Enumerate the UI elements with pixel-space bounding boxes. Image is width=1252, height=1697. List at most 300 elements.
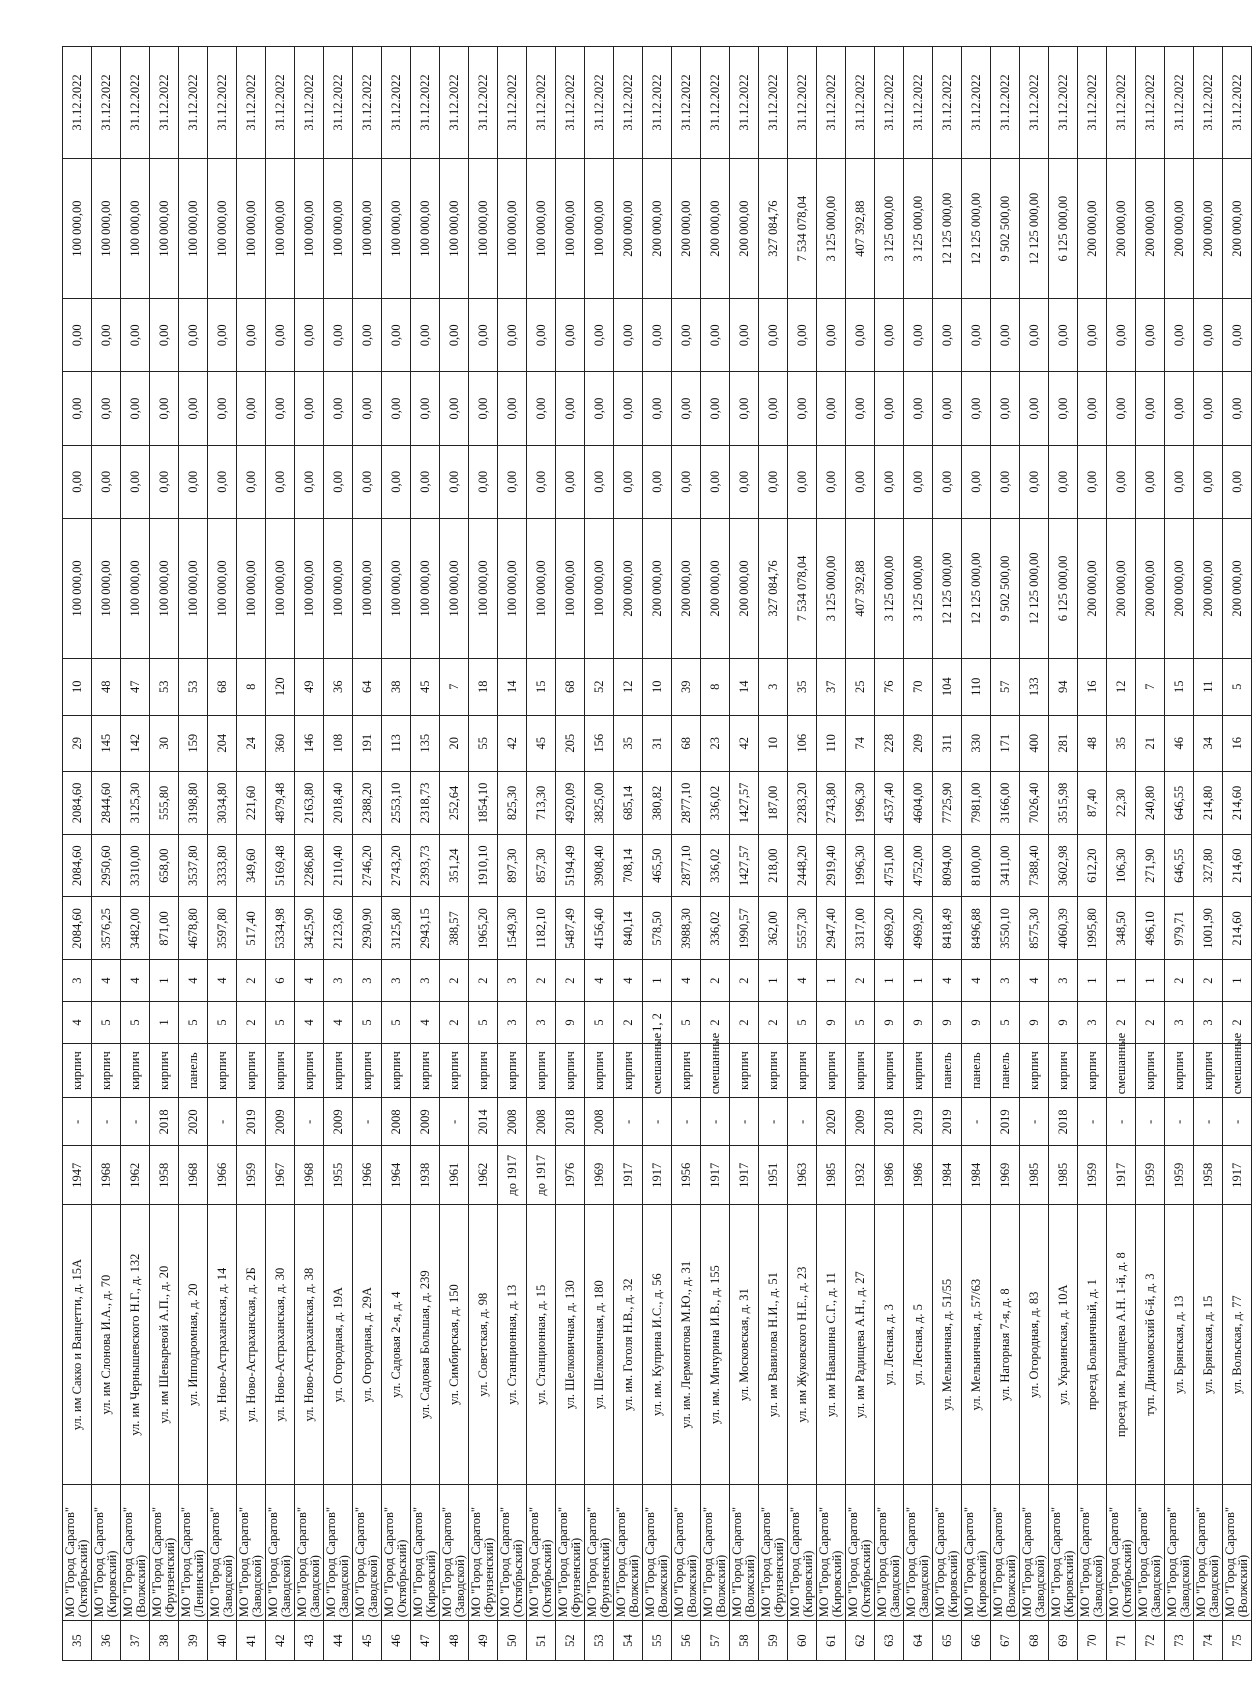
cell-last-repair-year: - xyxy=(1078,1098,1107,1146)
cell-floors: 2 xyxy=(440,1002,469,1044)
cell-living-area: 4751,00 xyxy=(875,834,904,897)
cell-private-area: 1427,57 xyxy=(730,772,759,835)
cell-floors: 5 xyxy=(92,1002,121,1044)
cell-apartments-count: 120 xyxy=(266,659,295,715)
cell-fund-2: 0,00 xyxy=(1020,372,1049,445)
cell-address: ул. Нагорная 7-я, д. 8 xyxy=(991,1204,1020,1484)
cell-living-area: 351,24 xyxy=(440,834,469,897)
cell-entrances: 4 xyxy=(962,960,991,1002)
cell-apartments-count: 8 xyxy=(237,659,266,715)
cell-private-area: 2018,40 xyxy=(324,772,353,835)
cell-total-area: 1995,80 xyxy=(1078,897,1107,960)
cell-floors: 1, 2 xyxy=(643,1002,672,1044)
table-row xyxy=(1049,47,1078,1661)
cell-wall-material: кирпич xyxy=(614,1043,643,1097)
cell-floors: 2 xyxy=(614,1002,643,1044)
cell-residents-count: 204 xyxy=(208,715,237,771)
cell-living-area: 336,02 xyxy=(701,834,730,897)
cell-living-area: 2286,80 xyxy=(295,834,324,897)
cell-living-area: 1910,10 xyxy=(469,834,498,897)
cell-apartments-count: 110 xyxy=(962,659,991,715)
cell-build-year: 1969 xyxy=(991,1146,1020,1205)
cell-address: ул. Советская, д. 98 xyxy=(469,1204,498,1484)
cell-entrances: 3 xyxy=(1049,960,1078,1002)
cell-address: ул. им Шевыревой А.П., д. 20 xyxy=(150,1204,179,1484)
cell-wall-material: кирпич xyxy=(353,1043,382,1097)
cell-municipality: МО "Город Саратов" (Кировский) xyxy=(1049,1485,1078,1621)
cell-fund-1: 0,00 xyxy=(933,445,962,518)
cell-address: ул. им Жуковского Н.Е., д. 23 xyxy=(788,1204,817,1484)
rotated-sheet xyxy=(62,46,1250,1661)
cell-entrances: 2 xyxy=(527,960,556,1002)
cell-apartments-count: 12 xyxy=(614,659,643,715)
cell-living-area: 3411,00 xyxy=(991,834,1020,897)
cell-build-year: 1985 xyxy=(817,1146,846,1205)
cell-fund-2: 0,00 xyxy=(788,372,817,445)
cell-total-area: 3550,10 xyxy=(991,897,1020,960)
cell-entrances: 2 xyxy=(440,960,469,1002)
cell-completion-date: 31.12.2022 xyxy=(817,47,846,159)
cell-living-area: 708,14 xyxy=(614,834,643,897)
cell-total-cost: 100 000,00 xyxy=(527,518,556,658)
cell-apartments-count: 35 xyxy=(788,659,817,715)
cell-fund-2: 0,00 xyxy=(1107,372,1136,445)
cell-completion-date: 31.12.2022 xyxy=(1078,47,1107,159)
cell-fund-2: 0,00 xyxy=(266,372,295,445)
cell-municipality: МО "Город Саратов" (Волжский) xyxy=(991,1485,1020,1621)
cell-wall-material: кирпич xyxy=(1136,1043,1165,1097)
cell-row-number: 53 xyxy=(585,1621,614,1661)
cell-private-area: 646,55 xyxy=(1165,772,1194,835)
cell-floors: 3 xyxy=(527,1002,556,1044)
table-row xyxy=(1107,47,1136,1661)
cell-fund-1: 0,00 xyxy=(92,445,121,518)
cell-apartments-count: 57 xyxy=(991,659,1020,715)
cell-fund-3: 0,00 xyxy=(353,299,382,372)
cell-apartments-count: 10 xyxy=(643,659,672,715)
cell-wall-material: кирпич xyxy=(92,1043,121,1097)
cell-total-area: 2123,60 xyxy=(324,897,353,960)
cell-apartments-count: 14 xyxy=(498,659,527,715)
cell-fund-1: 0,00 xyxy=(1020,445,1049,518)
cell-owner-funds: 200 000,00 xyxy=(701,159,730,299)
table-row xyxy=(817,47,846,1661)
cell-residents-count: 330 xyxy=(962,715,991,771)
cell-address: ул. Шелковичная, д. 130 xyxy=(556,1204,585,1484)
cell-address: ул. им Сакко и Ванцетти, д. 15А xyxy=(63,1204,92,1484)
cell-total-area: 4156,40 xyxy=(585,897,614,960)
cell-living-area: 271,90 xyxy=(1136,834,1165,897)
cell-build-year: 1986 xyxy=(875,1146,904,1205)
cell-owner-funds: 3 125 000,00 xyxy=(904,159,933,299)
cell-floors: 5 xyxy=(469,1002,498,1044)
cell-fund-2: 0,00 xyxy=(179,372,208,445)
cell-fund-1: 0,00 xyxy=(527,445,556,518)
cell-total-cost: 100 000,00 xyxy=(150,518,179,658)
cell-living-area: 2919,40 xyxy=(817,834,846,897)
cell-owner-funds: 100 000,00 xyxy=(353,159,382,299)
cell-row-number: 63 xyxy=(875,1621,904,1661)
table-row xyxy=(759,47,788,1661)
cell-owner-funds: 100 000,00 xyxy=(585,159,614,299)
cell-floors: 3 xyxy=(1078,1002,1107,1044)
cell-total-area: 2930,90 xyxy=(353,897,382,960)
cell-residents-count: 108 xyxy=(324,715,353,771)
cell-last-repair-year: 2018 xyxy=(150,1098,179,1146)
cell-residents-count: 209 xyxy=(904,715,933,771)
cell-private-area: 214,60 xyxy=(1223,772,1252,835)
cell-floors: 5 xyxy=(672,1002,701,1044)
cell-floors: 3 xyxy=(1165,1002,1194,1044)
cell-wall-material: панель xyxy=(179,1043,208,1097)
cell-address: ул. Лесная, д. 3 xyxy=(875,1204,904,1484)
cell-private-area: 2743,80 xyxy=(817,772,846,835)
cell-wall-material: кирпич xyxy=(150,1043,179,1097)
cell-fund-2: 0,00 xyxy=(121,372,150,445)
cell-private-area: 2388,20 xyxy=(353,772,382,835)
cell-apartments-count: 104 xyxy=(933,659,962,715)
cell-last-repair-year: - xyxy=(295,1098,324,1146)
cell-fund-3: 0,00 xyxy=(411,299,440,372)
cell-row-number: 46 xyxy=(382,1621,411,1661)
cell-fund-1: 0,00 xyxy=(556,445,585,518)
cell-living-area: 897,30 xyxy=(498,834,527,897)
cell-municipality: МО "Город Саратов" (Волжский) xyxy=(614,1485,643,1621)
cell-total-cost: 12 125 000,00 xyxy=(962,518,991,658)
cell-total-cost: 100 000,00 xyxy=(179,518,208,658)
cell-fund-1: 0,00 xyxy=(904,445,933,518)
cell-entrances: 1 xyxy=(643,960,672,1002)
cell-municipality: МО "Город Саратов" (Заводской) xyxy=(353,1485,382,1621)
cell-last-repair-year: 2019 xyxy=(237,1098,266,1146)
cell-last-repair-year: - xyxy=(1020,1098,1049,1146)
cell-last-repair-year: 2019 xyxy=(904,1098,933,1146)
cell-residents-count: 48 xyxy=(1078,715,1107,771)
cell-total-area: 5557,30 xyxy=(788,897,817,960)
table-row xyxy=(63,47,92,1661)
table-row xyxy=(1223,47,1252,1661)
cell-row-number: 50 xyxy=(498,1621,527,1661)
cell-completion-date: 31.12.2022 xyxy=(875,47,904,159)
cell-fund-2: 0,00 xyxy=(875,372,904,445)
cell-entrances: 1 xyxy=(817,960,846,1002)
cell-private-area: 1854,10 xyxy=(469,772,498,835)
cell-municipality: МО "Город Саратов" (Волжский) xyxy=(701,1485,730,1621)
cell-apartments-count: 49 xyxy=(295,659,324,715)
cell-floors: 2 xyxy=(1136,1002,1165,1044)
cell-row-number: 59 xyxy=(759,1621,788,1661)
cell-fund-2: 0,00 xyxy=(556,372,585,445)
cell-build-year: 1976 xyxy=(556,1146,585,1205)
table-row xyxy=(962,47,991,1661)
cell-apartments-count: 7 xyxy=(1136,659,1165,715)
cell-fund-3: 0,00 xyxy=(121,299,150,372)
cell-total-area: 2947,40 xyxy=(817,897,846,960)
cell-row-number: 35 xyxy=(63,1621,92,1661)
cell-fund-2: 0,00 xyxy=(1165,372,1194,445)
cell-build-year: 1959 xyxy=(1165,1146,1194,1205)
cell-apartments-count: 68 xyxy=(556,659,585,715)
cell-total-cost: 100 000,00 xyxy=(208,518,237,658)
cell-total-area: 4969,20 xyxy=(875,897,904,960)
cell-apartments-count: 18 xyxy=(469,659,498,715)
cell-floors: 5 xyxy=(353,1002,382,1044)
cell-address: ул. Станционная, д. 15 xyxy=(527,1204,556,1484)
cell-fund-3: 0,00 xyxy=(556,299,585,372)
cell-total-cost: 100 000,00 xyxy=(63,518,92,658)
cell-municipality: МО "Город Саратов" (Фрунзенский) xyxy=(150,1485,179,1621)
cell-address: ул. Шелковичная, д. 180 xyxy=(585,1204,614,1484)
cell-apartments-count: 16 xyxy=(1078,659,1107,715)
cell-municipality: МО "Город Саратов" (Заводской) xyxy=(904,1485,933,1621)
table-row xyxy=(730,47,759,1661)
cell-total-cost: 7 534 078,04 xyxy=(788,518,817,658)
cell-completion-date: 31.12.2022 xyxy=(382,47,411,159)
cell-living-area: 327,80 xyxy=(1194,834,1223,897)
cell-build-year: 1963 xyxy=(788,1146,817,1205)
cell-fund-1: 0,00 xyxy=(701,445,730,518)
cell-wall-material: кирпич xyxy=(1020,1043,1049,1097)
cell-total-area: 388,57 xyxy=(440,897,469,960)
cell-fund-2: 0,00 xyxy=(672,372,701,445)
cell-apartments-count: 64 xyxy=(353,659,382,715)
table-row xyxy=(237,47,266,1661)
cell-floors: 9 xyxy=(904,1002,933,1044)
cell-completion-date: 31.12.2022 xyxy=(556,47,585,159)
cell-address: ул. Мельничная, д. 57/63 xyxy=(962,1204,991,1484)
cell-fund-3: 0,00 xyxy=(237,299,266,372)
cell-build-year: 1962 xyxy=(469,1146,498,1205)
cell-fund-1: 0,00 xyxy=(991,445,1020,518)
cell-fund-2: 0,00 xyxy=(730,372,759,445)
cell-entrances: 3 xyxy=(991,960,1020,1002)
cell-owner-funds: 100 000,00 xyxy=(92,159,121,299)
cell-fund-2: 0,00 xyxy=(353,372,382,445)
cell-completion-date: 31.12.2022 xyxy=(1165,47,1194,159)
cell-living-area: 349,60 xyxy=(237,834,266,897)
cell-row-number: 49 xyxy=(469,1621,498,1661)
cell-private-area: 214,80 xyxy=(1194,772,1223,835)
cell-owner-funds: 200 000,00 xyxy=(1223,159,1252,299)
cell-entrances: 4 xyxy=(933,960,962,1002)
cell-fund-3: 0,00 xyxy=(1136,299,1165,372)
cell-owner-funds: 12 125 000,00 xyxy=(1020,159,1049,299)
cell-fund-3: 0,00 xyxy=(962,299,991,372)
table-row xyxy=(1078,47,1107,1661)
cell-residents-count: 46 xyxy=(1165,715,1194,771)
cell-last-repair-year: - xyxy=(1223,1098,1252,1146)
cell-municipality: МО "Город Саратов" (Заводской) xyxy=(1136,1485,1165,1621)
cell-floors: 5 xyxy=(382,1002,411,1044)
cell-address: ул. им. Лермонтова М.Ю., д. 31 xyxy=(672,1204,701,1484)
cell-entrances: 4 xyxy=(121,960,150,1002)
cell-floors: 9 xyxy=(1049,1002,1078,1044)
cell-total-cost: 200 000,00 xyxy=(1223,518,1252,658)
cell-entrances: 2 xyxy=(730,960,759,1002)
table-row xyxy=(353,47,382,1661)
cell-build-year: 1968 xyxy=(92,1146,121,1205)
cell-wall-material: кирпич xyxy=(846,1043,875,1097)
cell-wall-material: смешанные xyxy=(1223,1043,1252,1097)
cell-last-repair-year: - xyxy=(759,1098,788,1146)
cell-fund-3: 0,00 xyxy=(150,299,179,372)
cell-wall-material: кирпич xyxy=(1165,1043,1194,1097)
cell-last-repair-year: - xyxy=(672,1098,701,1146)
cell-row-number: 42 xyxy=(266,1621,295,1661)
table-row xyxy=(1194,47,1223,1661)
cell-owner-funds: 200 000,00 xyxy=(1136,159,1165,299)
cell-total-area: 4678,80 xyxy=(179,897,208,960)
cell-last-repair-year: 2009 xyxy=(324,1098,353,1146)
cell-row-number: 70 xyxy=(1078,1621,1107,1661)
cell-completion-date: 31.12.2022 xyxy=(237,47,266,159)
cell-entrances: 4 xyxy=(208,960,237,1002)
cell-fund-2: 0,00 xyxy=(237,372,266,445)
cell-residents-count: 35 xyxy=(614,715,643,771)
cell-residents-count: 31 xyxy=(643,715,672,771)
cell-owner-funds: 200 000,00 xyxy=(672,159,701,299)
cell-private-area: 4879,48 xyxy=(266,772,295,835)
cell-total-cost: 100 000,00 xyxy=(440,518,469,658)
cell-apartments-count: 12 xyxy=(1107,659,1136,715)
cell-residents-count: 191 xyxy=(353,715,382,771)
cell-row-number: 69 xyxy=(1049,1621,1078,1661)
cell-total-area: 1990,57 xyxy=(730,897,759,960)
cell-private-area: 4920,09 xyxy=(556,772,585,835)
cell-last-repair-year: 2018 xyxy=(1049,1098,1078,1146)
cell-build-year: 1966 xyxy=(353,1146,382,1205)
cell-private-area: 221,60 xyxy=(237,772,266,835)
table-row xyxy=(150,47,179,1661)
cell-fund-2: 0,00 xyxy=(208,372,237,445)
cell-total-cost: 3 125 000,00 xyxy=(875,518,904,658)
cell-municipality: МО "Город Саратов" (Кировский) xyxy=(933,1485,962,1621)
cell-fund-1: 0,00 xyxy=(498,445,527,518)
cell-entrances: 2 xyxy=(1165,960,1194,1002)
cell-total-cost: 3 125 000,00 xyxy=(817,518,846,658)
cell-private-area: 713,30 xyxy=(527,772,556,835)
cell-residents-count: 400 xyxy=(1020,715,1049,771)
cell-total-cost: 100 000,00 xyxy=(237,518,266,658)
cell-build-year: 1964 xyxy=(382,1146,411,1205)
cell-apartments-count: 53 xyxy=(150,659,179,715)
cell-private-area: 1996,30 xyxy=(846,772,875,835)
table-row xyxy=(672,47,701,1661)
cell-entrances: 2 xyxy=(1194,960,1223,1002)
cell-row-number: 45 xyxy=(353,1621,382,1661)
cell-municipality: МО "Город Саратов" (Фрунзенский) xyxy=(556,1485,585,1621)
cell-fund-2: 0,00 xyxy=(382,372,411,445)
cell-row-number: 48 xyxy=(440,1621,469,1661)
cell-fund-3: 0,00 xyxy=(179,299,208,372)
cell-row-number: 36 xyxy=(92,1621,121,1661)
cell-floors: 4 xyxy=(324,1002,353,1044)
cell-entrances: 4 xyxy=(614,960,643,1002)
cell-floors: 9 xyxy=(1020,1002,1049,1044)
cell-private-area: 2318,73 xyxy=(411,772,440,835)
cell-living-area: 218,00 xyxy=(759,834,788,897)
cell-entrances: 4 xyxy=(585,960,614,1002)
cell-total-cost: 100 000,00 xyxy=(469,518,498,658)
cell-row-number: 54 xyxy=(614,1621,643,1661)
cell-fund-2: 0,00 xyxy=(324,372,353,445)
cell-residents-count: 171 xyxy=(991,715,1020,771)
table-row xyxy=(382,47,411,1661)
cell-living-area: 658,00 xyxy=(150,834,179,897)
cell-total-area: 3988,30 xyxy=(672,897,701,960)
cell-owner-funds: 100 000,00 xyxy=(527,159,556,299)
cell-address: проезд им. Радищева А.Н. 1-й, д. 8 xyxy=(1107,1204,1136,1484)
cell-floors: 5 xyxy=(121,1002,150,1044)
cell-wall-material: кирпич xyxy=(1194,1043,1223,1097)
table-row xyxy=(92,47,121,1661)
cell-row-number: 67 xyxy=(991,1621,1020,1661)
cell-address: ул. им Чернышевского Н.Г., д. 132 xyxy=(121,1204,150,1484)
cell-completion-date: 31.12.2022 xyxy=(1223,47,1252,159)
cell-wall-material: кирпич xyxy=(817,1043,846,1097)
cell-fund-1: 0,00 xyxy=(266,445,295,518)
cell-completion-date: 31.12.2022 xyxy=(1136,47,1165,159)
cell-total-area: 496,10 xyxy=(1136,897,1165,960)
cell-floors: 9 xyxy=(933,1002,962,1044)
cell-living-area: 3333,80 xyxy=(208,834,237,897)
cell-living-area: 5169,48 xyxy=(266,834,295,897)
cell-row-number: 65 xyxy=(933,1621,962,1661)
cell-apartments-count: 76 xyxy=(875,659,904,715)
cell-fund-1: 0,00 xyxy=(672,445,701,518)
cell-last-repair-year: - xyxy=(701,1098,730,1146)
cell-address: ул. им. Куприна И.С., д. 56 xyxy=(643,1204,672,1484)
cell-build-year: до 1917 xyxy=(498,1146,527,1205)
cell-fund-2: 0,00 xyxy=(643,372,672,445)
cell-total-cost: 100 000,00 xyxy=(556,518,585,658)
cell-row-number: 66 xyxy=(962,1621,991,1661)
cell-municipality: МО "Город Саратов" (Волжский) xyxy=(121,1485,150,1621)
cell-municipality: МО "Город Саратов" (Заводской) xyxy=(237,1485,266,1621)
cell-total-cost: 100 000,00 xyxy=(92,518,121,658)
cell-row-number: 56 xyxy=(672,1621,701,1661)
cell-owner-funds: 100 000,00 xyxy=(150,159,179,299)
cell-row-number: 58 xyxy=(730,1621,759,1661)
cell-total-area: 348,50 xyxy=(1107,897,1136,960)
cell-last-repair-year: - xyxy=(353,1098,382,1146)
cell-floors: 1 xyxy=(150,1002,179,1044)
cell-fund-2: 0,00 xyxy=(92,372,121,445)
cell-completion-date: 31.12.2022 xyxy=(266,47,295,159)
table-row xyxy=(614,47,643,1661)
cell-completion-date: 31.12.2022 xyxy=(643,47,672,159)
cell-owner-funds: 100 000,00 xyxy=(469,159,498,299)
cell-private-area: 336,02 xyxy=(701,772,730,835)
cell-address: ул. Мельничная, д. 51/55 xyxy=(933,1204,962,1484)
cell-municipality: МО "Город Саратов" (Октябрьский) xyxy=(498,1485,527,1621)
cell-fund-1: 0,00 xyxy=(179,445,208,518)
cell-build-year: 1917 xyxy=(643,1146,672,1205)
cell-floors: 9 xyxy=(817,1002,846,1044)
cell-total-cost: 6 125 000,00 xyxy=(1049,518,1078,658)
table-row xyxy=(846,47,875,1661)
cell-fund-1: 0,00 xyxy=(121,445,150,518)
table-row xyxy=(1136,47,1165,1661)
cell-living-area: 2110,40 xyxy=(324,834,353,897)
cell-fund-3: 0,00 xyxy=(759,299,788,372)
cell-wall-material: кирпич xyxy=(208,1043,237,1097)
cell-private-area: 252,64 xyxy=(440,772,469,835)
cell-total-area: 1182,10 xyxy=(527,897,556,960)
cell-private-area: 2844,60 xyxy=(92,772,121,835)
cell-total-area: 214,60 xyxy=(1223,897,1252,960)
cell-living-area: 2448,20 xyxy=(788,834,817,897)
